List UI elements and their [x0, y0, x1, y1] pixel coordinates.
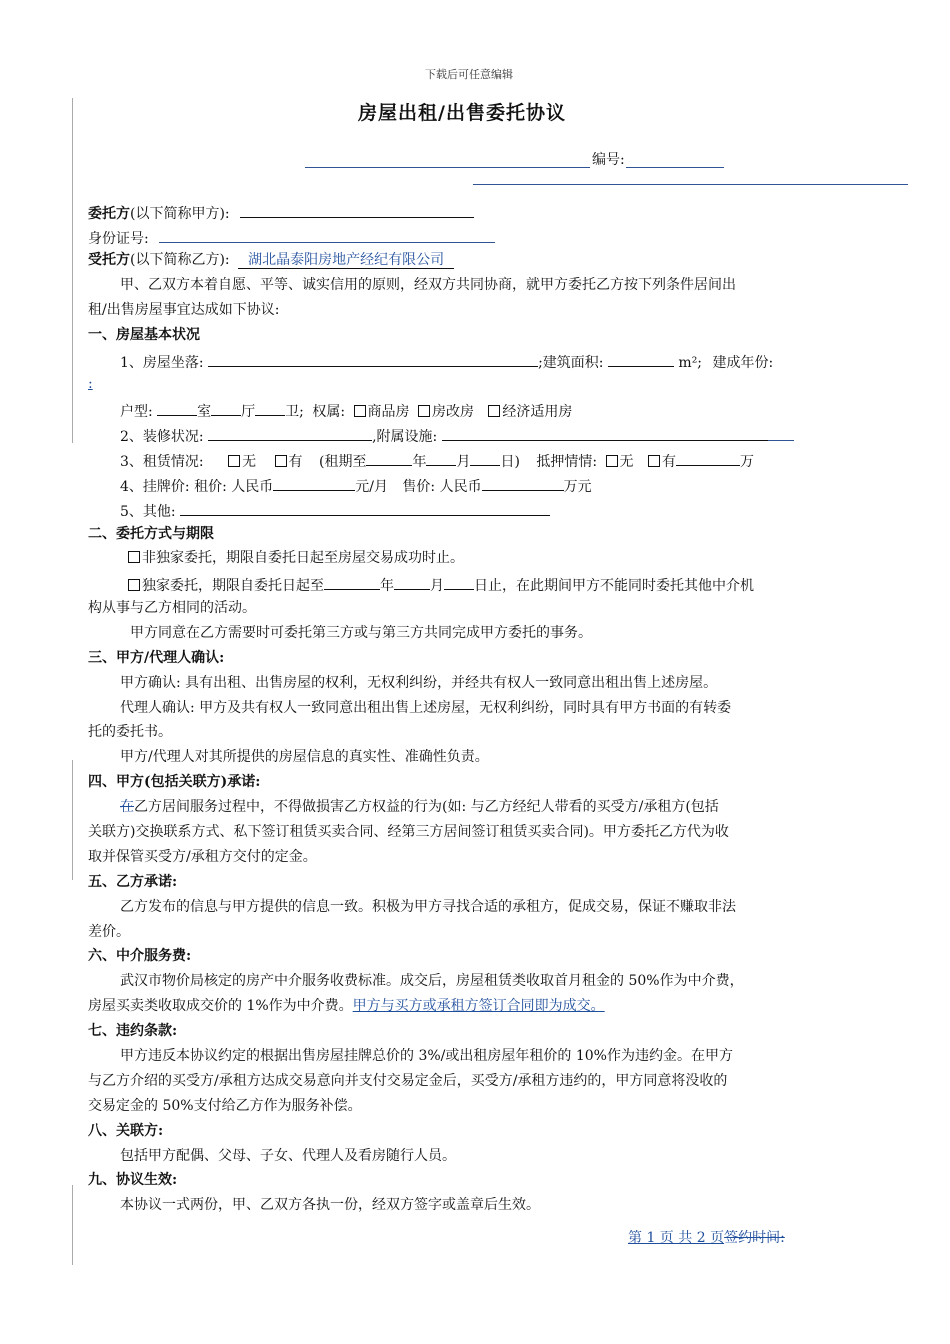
s7-line-1: 甲方违反本协议约定的根据出售房屋挂牌总价的 3%/或出租房屋年租价的 10%作为违约金。在甲方 [120, 1048, 733, 1064]
section-8-heading: 八、关联方: [88, 1123, 164, 1139]
agent-name: 湖北晶泰阳房地产经纪有限公司 [238, 252, 454, 269]
lease-line [120, 449, 754, 472]
lease-day-field[interactable] [470, 449, 500, 466]
year-field-mark[interactable]: : [88, 376, 93, 392]
exclusive-label: 独家委托，期限自委托日起至 [142, 578, 324, 594]
nonexclusive-label: 非独家委托，期限自委托日起至房屋交易成功时止。 [142, 550, 464, 566]
sale-currency: 人民币 [439, 479, 482, 495]
mortgage-amount-field[interactable] [676, 449, 740, 466]
layout-label: 户型: [120, 404, 153, 420]
facilities-label: ,附属设施: [372, 429, 438, 445]
lease-year-field[interactable] [366, 449, 412, 466]
s9-line-1: 本协议一式两份，甲、乙双方各执一份，经双方签字或盖章后生效。 [120, 1197, 540, 1213]
location-label: 1、房屋坐落: [120, 355, 204, 371]
built-year-label: 建成年份: [712, 355, 774, 371]
mortgage-have-checkbox[interactable] [648, 455, 660, 467]
client-name-field[interactable] [240, 201, 474, 218]
id-line [88, 226, 495, 249]
location-field[interactable] [208, 350, 538, 367]
lease-month-field[interactable] [426, 449, 456, 466]
mortgage-label: 抵押情情: [536, 454, 598, 470]
area-label: ;建筑面积: [538, 355, 604, 371]
page-number: 第 1 页 共 2 页 [628, 1230, 725, 1246]
lease-have-label: 有 [288, 454, 303, 470]
section-1-heading: 一、房屋基本状况 [88, 327, 200, 343]
s6-line-2 [88, 996, 605, 1016]
margin-line-top [72, 98, 73, 443]
lease-month-label: 月 [456, 454, 471, 470]
exclusive-line [128, 573, 754, 596]
s4-line-1 [120, 797, 719, 817]
reform-checkbox[interactable] [418, 405, 430, 417]
client-confirm: 甲方确认: 具有出租、出售房屋的权利，无权利纠纷，并经共有权人一致同意出租出售上述房屋。 [120, 675, 718, 691]
mortgage-none-checkbox[interactable] [606, 455, 618, 467]
bath-field[interactable] [255, 399, 285, 416]
lease-none-checkbox[interactable] [228, 455, 240, 467]
lease-year-label: 年 [412, 454, 427, 470]
hall-field[interactable] [211, 399, 241, 416]
section-3-heading: 三、甲方/代理人确认: [88, 650, 225, 666]
facilities-field[interactable] [442, 424, 768, 441]
id-number-field[interactable] [159, 226, 495, 243]
lease-label: 3、租赁情况: [120, 454, 204, 470]
mortgage-have-label: 有 [662, 454, 676, 470]
footer-struck-text: 签约时间: [724, 1230, 785, 1246]
exclusive-text: 日止，在此期间甲方不能同时委托其他中介机 [474, 578, 754, 594]
s5-line-1: 乙方发布的信息与甲方提供的信息一致。积极为甲方寻找合适的承租方，促成交易，保证不赚取非法 [120, 899, 736, 915]
third-party-line: 甲方同意在乙方需要时可委托第三方或与第三方共同完成甲方委托的事务。 [130, 625, 592, 641]
room-field[interactable] [157, 399, 197, 416]
exclusive-line-2: 构从事与乙方相同的活动。 [88, 600, 256, 616]
section-6-heading: 六、中介服务费: [88, 948, 192, 964]
s6-blue-note: 甲方与买方或承租方签订合同即为成交。 [352, 998, 605, 1014]
exclusive-day-field[interactable] [444, 573, 474, 590]
decoration-field[interactable] [208, 424, 372, 441]
page-header: 下载后可任意编辑 [425, 68, 513, 81]
number-label: 编号: [592, 152, 625, 168]
page-footer [628, 1228, 785, 1248]
sale-price-field[interactable] [482, 474, 564, 491]
s6-line-1: 武汉市物价局核定的房产中介服务收费标准。成交后，房屋租赁类收取首月租金的 50%作为中介费， [120, 973, 744, 989]
client-note: (以下简称甲方): [130, 206, 230, 222]
bath-label: 卫; [285, 404, 304, 420]
exclusive-year-label: 年 [380, 578, 394, 594]
section-7-heading: 七、违约条款: [88, 1023, 178, 1039]
number-underline-left [305, 167, 590, 168]
agent-confirm-2: 托的委托书。 [88, 724, 172, 740]
info-responsibility: 甲方/代理人对其所提供的房屋信息的真实性、准确性负责。 [120, 749, 489, 765]
exclusive-month-field[interactable] [394, 573, 430, 590]
intro-line-2: 租/出售房屋事宜达成如下协议: [88, 302, 280, 318]
commercial-label: 商品房 [367, 404, 410, 420]
lease-day-label: 日) [500, 454, 520, 470]
section-4-heading: 四、甲方(包括关联方)承诺: [88, 774, 261, 790]
commercial-checkbox[interactable] [354, 405, 366, 417]
s5-line-2: 差价。 [88, 924, 130, 940]
s4-line-3: 取并保管买受方/承租方交付的定金。 [88, 849, 317, 865]
document-title: 房屋出租/出售委托协议 [358, 102, 566, 124]
rent-unit: 元/月 [355, 479, 388, 495]
sale-price-label: 售价: [402, 479, 436, 495]
s6-text-2: 房屋买卖类收取成交价的 1%作为中介费。 [88, 998, 353, 1014]
rent-price-field[interactable] [273, 474, 355, 491]
separator-line [473, 184, 908, 185]
exclusive-year-field[interactable] [324, 573, 380, 590]
margin-line-mid [72, 760, 73, 880]
other-field[interactable] [180, 499, 550, 516]
affordable-label: 经济适用房 [502, 404, 573, 420]
s7-line-3: 交易定金的 50%支付给乙方作为服务补偿。 [88, 1098, 362, 1114]
exclusive-month-label: 月 [430, 578, 444, 594]
s8-line-1: 包括甲方配偶、父母、子女、代理人及看房随行人员。 [120, 1148, 456, 1164]
area-field[interactable] [608, 350, 674, 367]
s4-line-2: 关联方)交换联系方式、私下签订租赁买卖合同、经第三方居间签订租赁买卖合同)。甲方委托乙方代为收 [88, 824, 729, 840]
intro-line-1: 甲、乙双方本着自愿、平等、诚实信用的原则，经双方共同协商，就甲方委托乙方按下列条件居间出 [120, 277, 736, 293]
agent-note: (以下简称乙方): [130, 252, 230, 268]
location-line [120, 350, 773, 373]
client-label: 委托方 [88, 206, 130, 222]
number-underline-right [626, 167, 724, 168]
agent-label: 受托方 [88, 252, 130, 268]
other-label: 5、其他: [120, 504, 176, 520]
margin-line-bottom [72, 1185, 73, 1265]
exclusive-checkbox[interactable] [128, 579, 140, 591]
room-label: 室 [197, 404, 212, 420]
area-unit: m²; [678, 355, 703, 371]
s4-struck-char: 在 [120, 799, 134, 815]
s7-line-2: 与乙方介绍的买受方/承租方达成交易意向并支付交易定金后，买受方/承租方违约的，甲方同意将没收的 [88, 1073, 728, 1089]
facilities-field-extra[interactable] [768, 424, 794, 441]
nonexclusive-checkbox[interactable] [128, 551, 140, 563]
rent-price-label: 租价: [194, 479, 227, 495]
lease-have-checkbox[interactable] [275, 455, 287, 467]
agent-line [88, 250, 454, 270]
decoration-label: 2、装修状况: [120, 429, 204, 445]
affordable-checkbox[interactable] [488, 405, 500, 417]
section-5-heading: 五、乙方承诺: [88, 874, 178, 890]
hall-label: 厅 [241, 404, 256, 420]
lease-none-label: 无 [242, 454, 257, 470]
lease-until-label: (租期至 [318, 454, 367, 470]
ownership-label: 权属: [312, 404, 346, 420]
rent-currency: 人民币 [231, 479, 274, 495]
section-2-heading: 二、委托方式与期限 [88, 526, 214, 542]
section-9-heading: 九、协议生效: [88, 1172, 178, 1188]
client-line [88, 201, 474, 224]
other-line [120, 499, 550, 522]
mortgage-unit: 万 [740, 454, 754, 470]
sale-unit: 万元 [563, 479, 592, 495]
price-label: 4、挂牌价: [120, 479, 190, 495]
mortgage-none-label: 无 [619, 454, 634, 470]
id-label: 身份证号: [88, 231, 149, 247]
agent-confirm-1: 代理人确认: 甲方及共有权人一致同意出租出售上述房屋，无权利纠纷，同时具有甲方书面的有转委 [120, 700, 732, 716]
reform-label: 房改房 [431, 404, 474, 420]
price-line [120, 474, 592, 497]
decoration-line [120, 424, 794, 447]
nonexclusive-line [128, 548, 464, 568]
s4-text-1: 乙方居间服务过程中，不得做损害乙方权益的行为(如: 与乙方经纪人带看的买受方/承租方(包括 [134, 799, 719, 815]
layout-line [120, 399, 572, 422]
